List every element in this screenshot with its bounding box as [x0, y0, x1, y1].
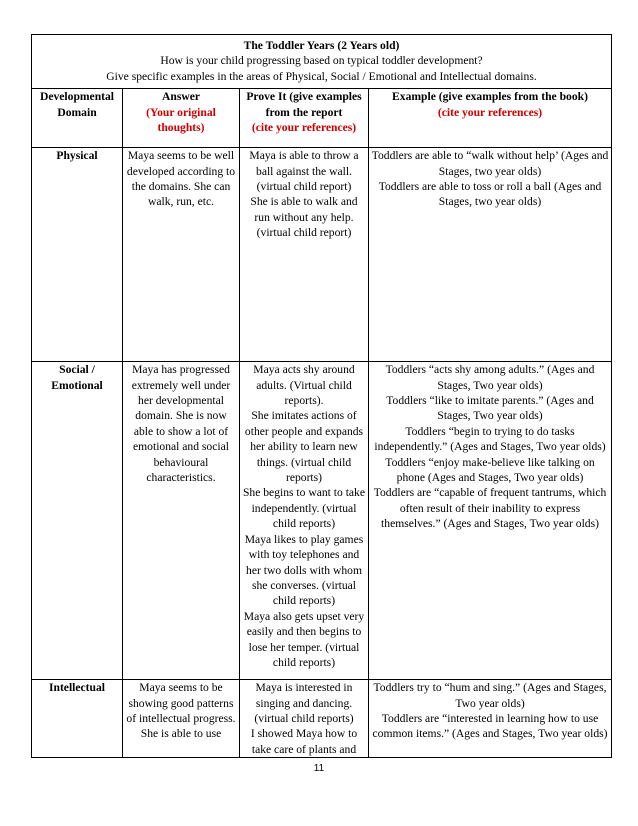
prove-subtitle: (cite your references): [251, 121, 357, 135]
answer-cell: Maya seems to be showing good patterns of intellectual progress. She is able to use: [123, 680, 240, 758]
domain-label: Social / Emotional: [32, 362, 123, 680]
prove-cell: Maya is able to throw a ball against the wall. (virtual child report) She is able to walk and run without any help. (virtual child report): [240, 148, 369, 362]
answer-subtitle: (Your original thoughts): [146, 105, 216, 135]
example-subtitle: (cite your references): [437, 105, 543, 119]
example-cell: Toddlers try to “hum and sing.” (Ages and Stages, Two year olds) Toddlers are “interested in learning how to use common items.” (Ages and Stages, Two year olds): [369, 680, 612, 758]
instruction-line-2: Give specific examples in the areas of Physical, Social / Emotional and Intellectual domains.: [106, 69, 537, 83]
table-row-physical: [32, 148, 612, 362]
table-header-block: [32, 35, 612, 89]
table-row-intellectual: [32, 680, 612, 758]
column-header-domain: Developmental Domain: [32, 89, 123, 148]
column-header-prove: Prove It (give examples from the report (cite your references): [240, 89, 369, 148]
table-title: The Toddler Years (2 Years old): [243, 39, 400, 52]
answer-cell: Maya has progressed extremely well under her developmental domain. She is now able to show a lot of emotional and social behavioural characteristics.: [123, 362, 240, 680]
example-cell: Toddlers are able to “walk without help’ (Ages and Stages, two year olds) Toddlers are able to toss or roll a ball (Ages and Stages, two year olds): [369, 148, 612, 362]
instruction-line-1: How is your child progressing based on typical toddler development?: [160, 54, 483, 68]
column-header-answer: Answer (Your original thoughts): [123, 89, 240, 148]
answer-cell: Maya seems to be well developed according to the domains. She can walk, run, etc.: [123, 148, 240, 362]
example-cell: Toddlers “acts shy among adults.” (Ages and Stages, Two year olds) Toddlers “like to imitate parents.” (Ages and Stages, Two year olds) Toddlers “begin to trying to do tasks independently.” (Ages and Stages, Two year olds) Toddlers “enjoy make-believe like talking on phone (Ages and Stages, Two year olds) Toddlers are “capable of frequent tantrums, which often result of their inability to express themselves.” (Ages and Stages, Two year olds): [369, 362, 612, 680]
page-number: 11: [313, 763, 325, 774]
domain-label: Intellectual: [32, 680, 123, 758]
worksheet-table: [31, 34, 612, 758]
table-row-social-emotional: [32, 362, 612, 680]
domain-label: Physical: [32, 148, 123, 362]
prove-cell: Maya is interested in singing and dancing. (virtual child reports) I showed Maya how to take care of plants and: [240, 680, 369, 758]
column-header-example: Example (give examples from the book) (cite your references): [369, 89, 612, 148]
prove-cell: Maya acts shy around adults. (Virtual child reports). She imitates actions of other people and expands her ability to learn new things. (virtual child reports) She begins to want to take independently. (virtual child reports) Maya likes to play games with toy telephones and her two dolls with whom she converses. (virtual child reports) Maya also gets upset very easily and then begins to lose her temper. (virtual child reports): [240, 362, 369, 680]
